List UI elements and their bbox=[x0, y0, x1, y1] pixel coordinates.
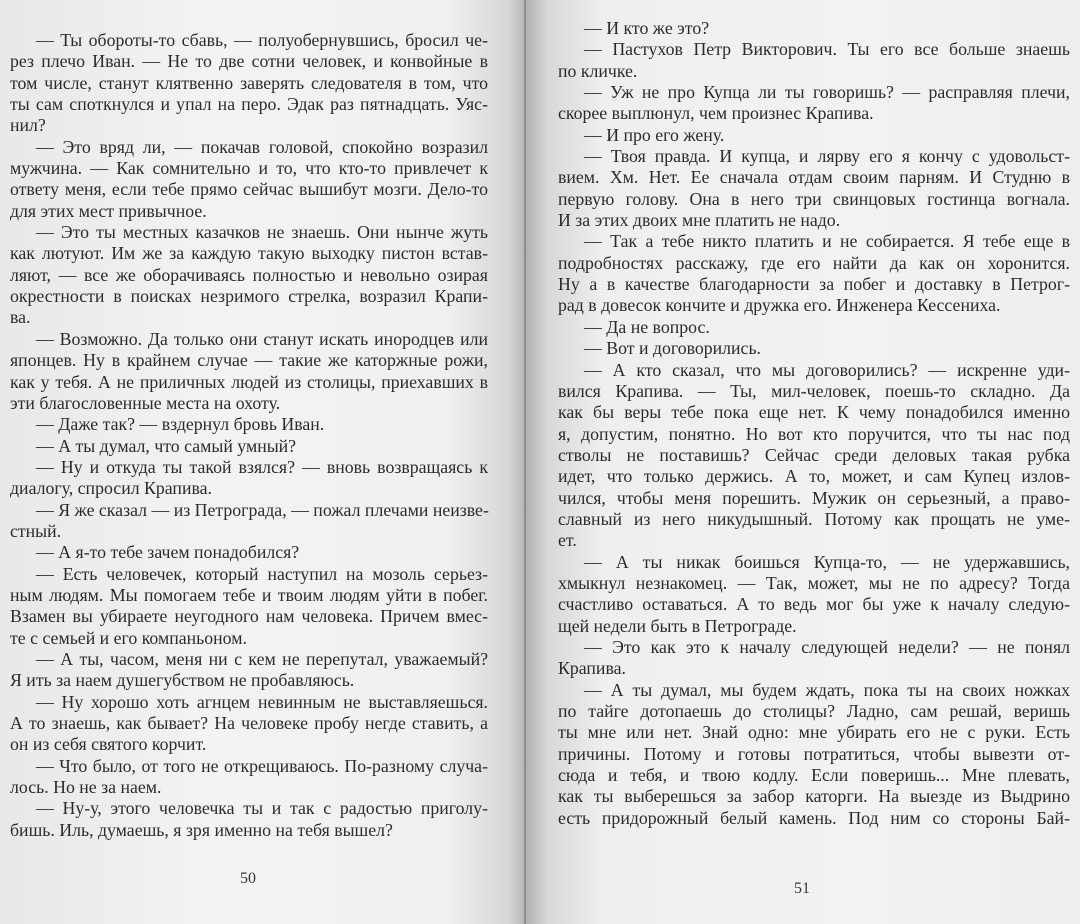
text-line: эти благословенные места на охоту. bbox=[10, 392, 281, 413]
text-line: том числе, станут клятвенно заверять следователя в том, что bbox=[10, 72, 488, 93]
text-line: стный. bbox=[10, 520, 62, 541]
text-line: лось. Но не за наем. bbox=[10, 777, 162, 798]
text-line: он из себя святого корчит. bbox=[10, 734, 207, 755]
text-line: счастливо оставаться. А то ведь мог бы уже к началу следую- bbox=[558, 594, 1070, 615]
text-line: ва. bbox=[10, 307, 31, 328]
text-line: стволы не поставишь? Сейчас среди деловых такая рубка bbox=[558, 444, 1070, 465]
text-line: бишь. Иль, думаешь, я зря именно на тебя вышел? bbox=[10, 819, 393, 840]
text-line: как у тебя. А не приличных людей из столицы, приехавших в bbox=[10, 371, 488, 392]
text-line: — Это вряд ли, — покачав головой, спокойно возразил bbox=[36, 136, 488, 157]
text-line: я, допустим, понятно. Но вот кто поручится, что ты нас под bbox=[558, 423, 1070, 444]
text-line: — Вот и договорились. bbox=[584, 338, 762, 359]
text-line: как бы веры тебе пока еще нет. К чему понадобился именно bbox=[558, 402, 1070, 423]
text-line: — Ты обороты-то сбавь, — полуобернувшись, бросил че- bbox=[36, 30, 488, 50]
text-line: есть придорожный белый камень. Под ним со стороны Бай- bbox=[558, 807, 1070, 828]
text-line: И за этих двоих мне платить не надо. bbox=[558, 210, 841, 231]
text-line: по тайге дотопаешь до столицы? Ладно, сам решай, веришь bbox=[558, 701, 1070, 721]
text-line: ответу меня, если тебе прямо сейчас вышибут мозги. Дело-то bbox=[10, 179, 488, 200]
text-line: — Пастухов Петр Викторович. Ты его все больше знаешь bbox=[584, 39, 1070, 60]
left-page-number: 50 bbox=[240, 870, 256, 887]
text-line: — Да не вопрос. bbox=[584, 316, 710, 337]
text-line: ным людям. Мы помогаем тебе и твоим людям уйти в побег. bbox=[10, 584, 488, 605]
text-line: причины. Потому и готовы потратиться, чтобы вывезти от- bbox=[558, 743, 1070, 764]
text-line: — И про его жену. bbox=[584, 124, 725, 145]
text-line: мужчина. — Как сомнительно и то, что кто-то привлечет к bbox=[10, 158, 488, 179]
text-line: рад в довесок кончите и дружка его. Инженера Кессениха. bbox=[558, 295, 1001, 316]
text-line: по кличке. bbox=[558, 60, 638, 81]
text-line: ляют, — все же оборачиваясь полностью и невольно озирая bbox=[10, 264, 488, 285]
right-page bbox=[526, 0, 1080, 924]
text-line: окрестности в поисках незримого стрелка, возразил Крапи- bbox=[10, 286, 488, 307]
text-line: нил? bbox=[10, 115, 46, 136]
text-line: Крапива. bbox=[558, 658, 626, 679]
text-line: как лютуют. Им же за каждую такую выходку пистон встав- bbox=[10, 243, 488, 264]
right-page-text bbox=[558, 18, 1080, 829]
text-line: — А ты думал, что самый умный? bbox=[36, 435, 297, 456]
text-line: сюда и тебя, и твою кодлу. Если поверишь... Мне плевать, bbox=[558, 765, 1070, 786]
text-line: — Я же сказал — из Петрограда, — пожал плечами неизве- bbox=[36, 499, 489, 520]
text-line: — Что было, от того не открещиваюсь. По-разному случа- bbox=[36, 755, 488, 776]
text-line: японцев. Ну в крайнем случае — такие же каторжные рожи, bbox=[10, 350, 488, 371]
text-line: — Это как это к началу следующей недели? — не понял bbox=[584, 636, 1070, 657]
text-line: для этих мест привычное. bbox=[10, 200, 207, 221]
text-line: — Возможно. Да только они станут искать инородцев или bbox=[36, 328, 488, 349]
text-line: А то знаешь, как бывает? На человеке пробу негде ставить, а bbox=[10, 713, 488, 733]
text-line: чился, чтобы меня порешить. Мужик он серьезный, а право- bbox=[558, 487, 1070, 508]
text-line: — А кто сказал, что мы договорились? — искренне уди- bbox=[584, 359, 1070, 380]
text-line: — Даже так? — вздернул бровь Иван. bbox=[36, 414, 325, 435]
text-line: диалогу, спросил Крапива. bbox=[10, 478, 212, 499]
text-line: вился Крапива. — Ты, мил-человек, поешь-то складно. Да bbox=[558, 380, 1070, 401]
text-line: — И кто же это? bbox=[584, 18, 710, 38]
text-line: — А я-то тебе зачем понадобился? bbox=[36, 542, 300, 563]
text-line: Ну а в качестве благодарности за побег и доставку в Петрог- bbox=[558, 274, 1070, 295]
text-line: — Ну хорошо хоть агнцем невинным не выставляешься. bbox=[36, 691, 488, 712]
text-line: — Есть человечек, который наступил на мозоль серьез- bbox=[36, 563, 488, 584]
text-line: первую голову. Она в него три свинцовых гостинца вогнала. bbox=[558, 188, 1070, 209]
text-line: — А ты думал, мы будем ждать, пока ты на своих ножках bbox=[584, 679, 1070, 700]
text-line: те с семьей и его компаньоном. bbox=[10, 627, 247, 648]
left-page-text bbox=[10, 30, 524, 841]
text-line: — А ты никак боишься Купца-то, — не удержавшись, bbox=[584, 551, 1070, 572]
text-line: щей недели быть в Петрограде. bbox=[558, 615, 797, 636]
right-page-number: 51 bbox=[794, 880, 810, 897]
text-line: подробностях расскажу, где его найти да как он хоронится. bbox=[558, 252, 1070, 273]
text-line: — А ты, часом, меня ни с кем не перепутал, уважаемый? bbox=[36, 648, 488, 669]
text-line: — Твоя правда. И купца, и лярву его я кончу с удовольст- bbox=[584, 146, 1070, 167]
text-line: — Ну и откуда ты такой взялся? — вновь возвращаясь к bbox=[36, 456, 488, 477]
text-line: идет, что только держись. А то, может, и сам Купец излов- bbox=[558, 466, 1070, 487]
text-line: ет. bbox=[558, 530, 577, 551]
text-line: скорее выплюнул, чем произнес Крапива. bbox=[558, 103, 874, 124]
text-line: Взамен вы убираете неугодного нам человека. Причем вмес- bbox=[10, 606, 488, 627]
text-line: славный из него никудышный. Потому как прощать не уме- bbox=[558, 508, 1070, 529]
text-line: — Так а тебе никто платить и не собирается. Я тебе еще в bbox=[584, 231, 1070, 252]
text-line: как ты выберешься за забор каторги. На выезде из Выдрино bbox=[558, 786, 1070, 807]
text-line: ты мне или нет. Знай одно: мне убирать его не с руки. Есть bbox=[558, 722, 1070, 743]
text-line: ты сам споткнулся и упал на перо. Эдак раз пятнадцать. Уяс- bbox=[10, 94, 488, 115]
text-line: хмыкнул незнакомец. — Так, может, мы не по адресу? Тогда bbox=[558, 572, 1070, 593]
text-line: Я ить за наем душегубством не пробавляюсь. bbox=[10, 670, 355, 691]
text-line: вием. Хм. Нет. Ее сначала отдам своим парням. И Студню в bbox=[558, 167, 1070, 188]
text-line: рез плечо Иван. — Не то две сотни человек, и конвойные в bbox=[10, 51, 488, 72]
text-line: — Уж не про Купца ли ты говоришь? — расправляя плечи, bbox=[584, 82, 1070, 103]
left-page bbox=[0, 0, 524, 924]
text-line: — Это ты местных казачков не знаешь. Они нынче жуть bbox=[36, 222, 488, 243]
text-line: — Ну-у, этого человечка ты и так с радостью приголу- bbox=[36, 798, 488, 819]
